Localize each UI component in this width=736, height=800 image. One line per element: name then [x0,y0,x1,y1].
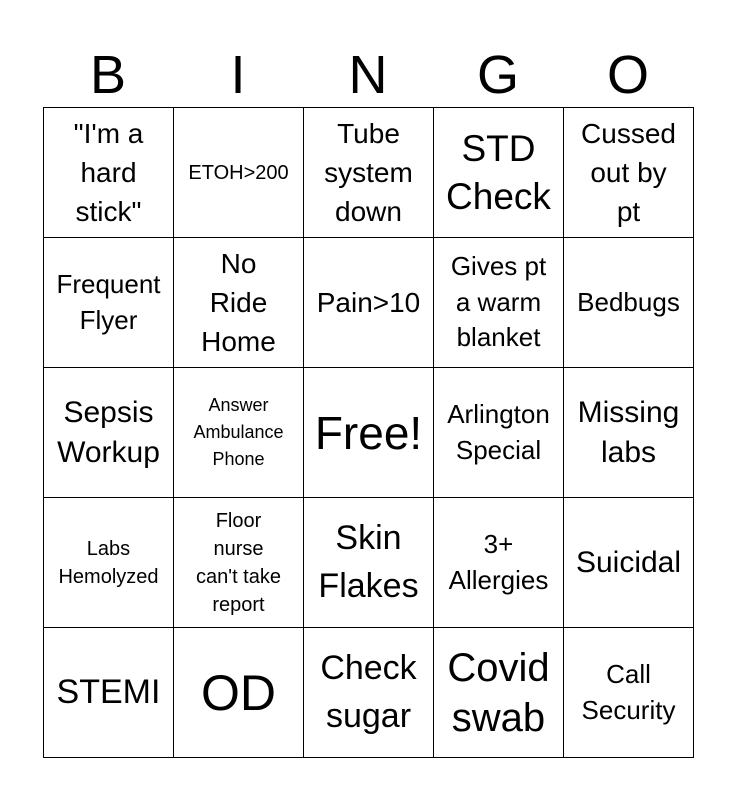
free-space-label: Free! [314,406,423,459]
cell-label: 3+ Allergies [448,528,549,595]
bingo-cell[interactable] [44,238,174,368]
cell-label: STEMI [56,672,161,711]
cell-label: "I'm a hard stick" [73,117,144,228]
cell-label: Cussed out by pt [581,117,676,228]
cell-label: ETOH>200 [188,161,289,184]
bingo-cell[interactable] [434,498,564,628]
bingo-cell[interactable] [304,498,434,628]
cell-label: Arlington Special [447,398,550,465]
header-letter-n: N [348,45,388,105]
bingo-cell[interactable] [174,238,304,368]
cell-label: STD Check [446,128,551,217]
cell-label: Labs Hemolyzed [58,537,159,588]
cell-label: Check sugar [320,648,417,735]
bingo-cell[interactable] [434,238,564,368]
bingo-cell[interactable] [174,108,304,238]
cell-label: Floor nurse can't take report [196,509,281,616]
bingo-cell[interactable] [44,108,174,238]
free-space-cell[interactable] [304,368,434,498]
bingo-cell[interactable] [304,238,434,368]
cell-label: Pain>10 [316,286,421,318]
bingo-cell[interactable] [174,368,304,498]
cell-label: Answer Ambulance Phone [193,395,284,469]
bingo-header [43,44,693,106]
bingo-cell[interactable] [174,498,304,628]
bingo-cell[interactable] [564,628,694,758]
bingo-cell[interactable] [564,108,694,238]
cell-label: Call Security [581,658,676,725]
cell-label: No Ride Home [201,247,276,358]
header-letter-i: I [230,45,246,105]
bingo-cell[interactable] [304,108,434,238]
bingo-cell[interactable] [434,368,564,498]
header-letter-o: O [606,45,649,105]
cell-label: Tube system down [324,117,413,228]
bingo-cell[interactable] [564,368,694,498]
cell-label: Gives pt a warm blanket [450,250,547,353]
bingo-cell[interactable] [44,368,174,498]
bingo-cell[interactable] [44,498,174,628]
bingo-cell[interactable] [564,238,694,368]
cell-label: OD [201,664,276,721]
cell-label: Sepsis Workup [57,395,160,469]
cell-label: Covid swab [447,645,550,740]
header-letter-g: G [476,45,519,105]
bingo-cell[interactable] [434,108,564,238]
bingo-cell[interactable] [44,628,174,758]
bingo-cell[interactable] [174,628,304,758]
bingo-cell[interactable] [434,628,564,758]
cell-label: Bedbugs [577,286,680,317]
cell-label: Skin Flakes [318,518,419,605]
cell-label: Missing labs [577,395,680,469]
bingo-cell[interactable] [564,498,694,628]
bingo-board [43,107,694,758]
cell-label: Suicidal [575,545,682,579]
bingo-cell[interactable] [304,628,434,758]
cell-label: Frequent Flyer [56,268,161,335]
header-letter-b: B [89,45,127,105]
